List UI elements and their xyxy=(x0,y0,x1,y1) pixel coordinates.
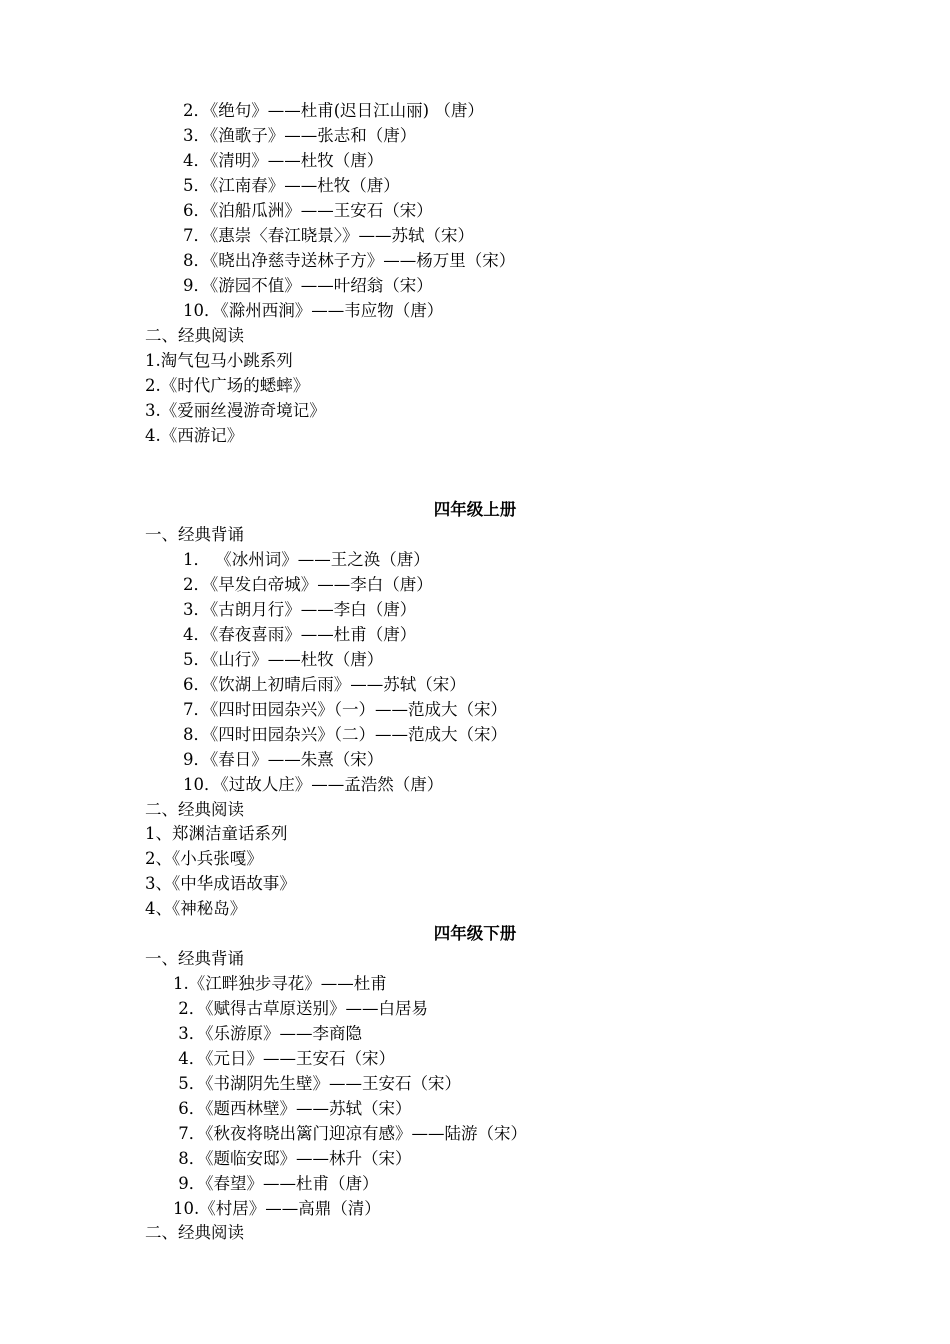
list-item: 2．《绝句》——杜甫(迟日江山丽) （唐） xyxy=(183,101,484,120)
page-title-grade4-down xyxy=(0,921,950,946)
list-item: 1.淘气包马小跳系列 xyxy=(145,351,293,370)
section-heading: 一、经典背诵 xyxy=(145,949,244,968)
list-item: 5．《江南春》——杜牧（唐） xyxy=(183,176,400,195)
list-item: 7．《惠崇〈春江晓景〉》——苏轼（宋） xyxy=(183,226,474,245)
list-item: 10．《滁州西涧》——韦应物（唐） xyxy=(183,301,444,320)
list-item: 7．《秋夜将晓出篱门迎凉有感》——陆游（宋） xyxy=(173,1124,527,1143)
list-item: 4．《清明》——杜牧（唐） xyxy=(183,151,384,170)
list-item: 3.《爱丽丝漫游奇境记》 xyxy=(145,401,326,420)
list-item: 9．《游园不值》——叶绍翁（宋） xyxy=(183,276,433,295)
list-item: 1、郑渊洁童话系列 xyxy=(145,824,288,843)
list-item: 8．《题临安邸》——林升（宋） xyxy=(173,1149,412,1168)
list-item: 4．《春夜喜雨》——杜甫（唐） xyxy=(183,625,417,644)
list-item: 6．《题西林壁》——苏轼（宋） xyxy=(173,1099,412,1118)
list-item: 2．《早发白帝城》——李白（唐） xyxy=(183,575,433,594)
list-item: 2、《小兵张嘎》 xyxy=(145,849,263,868)
list-item: 6．《泊船瓜洲》——王安石（宋） xyxy=(183,201,433,220)
list-item: 4、《神秘岛》 xyxy=(145,899,247,918)
grade4-down-title: 四年级下册 xyxy=(433,924,517,943)
list-item: 4.《西游记》 xyxy=(145,426,244,445)
page-title-grade4-up xyxy=(0,497,950,522)
list-item: 3、《中华成语故事》 xyxy=(145,874,296,893)
list-item: 1.《江畔独步寻花》——杜甫 xyxy=(173,974,387,993)
list-item: 9．《春望》——杜甫（唐） xyxy=(173,1174,379,1193)
list-item: 5．《书湖阴先生壁》——王安石（宋） xyxy=(173,1074,461,1093)
list-item: 9．《春日》——朱熹（宋） xyxy=(183,750,384,769)
list-item: 6．《饮湖上初晴后雨》——苏轼（宋） xyxy=(183,675,466,694)
list-item: 4．《元日》——王安石（宋） xyxy=(173,1049,395,1068)
list-item: 1． 《冰州词》——王之涣（唐） xyxy=(183,550,430,569)
list-item: 7．《四时田园杂兴》（一）——范成大（宋） xyxy=(183,700,507,719)
section-heading: 二、经典阅读 xyxy=(145,800,244,819)
grade4-up-title: 四年级上册 xyxy=(433,500,517,519)
list-item: 2．《赋得古草原送别》——白居易 xyxy=(173,999,428,1018)
section-heading: 二、经典阅读 xyxy=(145,1223,244,1242)
list-item: 10．《过故人庄》——孟浩然（唐） xyxy=(183,775,444,794)
list-item: 3．《乐游原》——李商隐 xyxy=(173,1024,362,1043)
list-item: 3．《古朗月行》——李白（唐） xyxy=(183,600,417,619)
list-item: 8．《四时田园杂兴》（二）——范成大（宋） xyxy=(183,725,507,744)
list-item: 2.《时代广场的蟋蟀》 xyxy=(145,376,310,395)
list-item: 3．《渔歌子》——张志和（唐） xyxy=(183,126,417,145)
section-heading: 二、经典阅读 xyxy=(145,326,244,345)
section-heading: 一、经典背诵 xyxy=(145,525,244,544)
list-item: 8．《晓出净慈寺送林子方》——杨万里（宋） xyxy=(183,251,516,270)
list-item: 10.《村居》——高鼎（清） xyxy=(173,1199,381,1218)
list-item: 5．《山行》——杜牧（唐） xyxy=(183,650,384,669)
